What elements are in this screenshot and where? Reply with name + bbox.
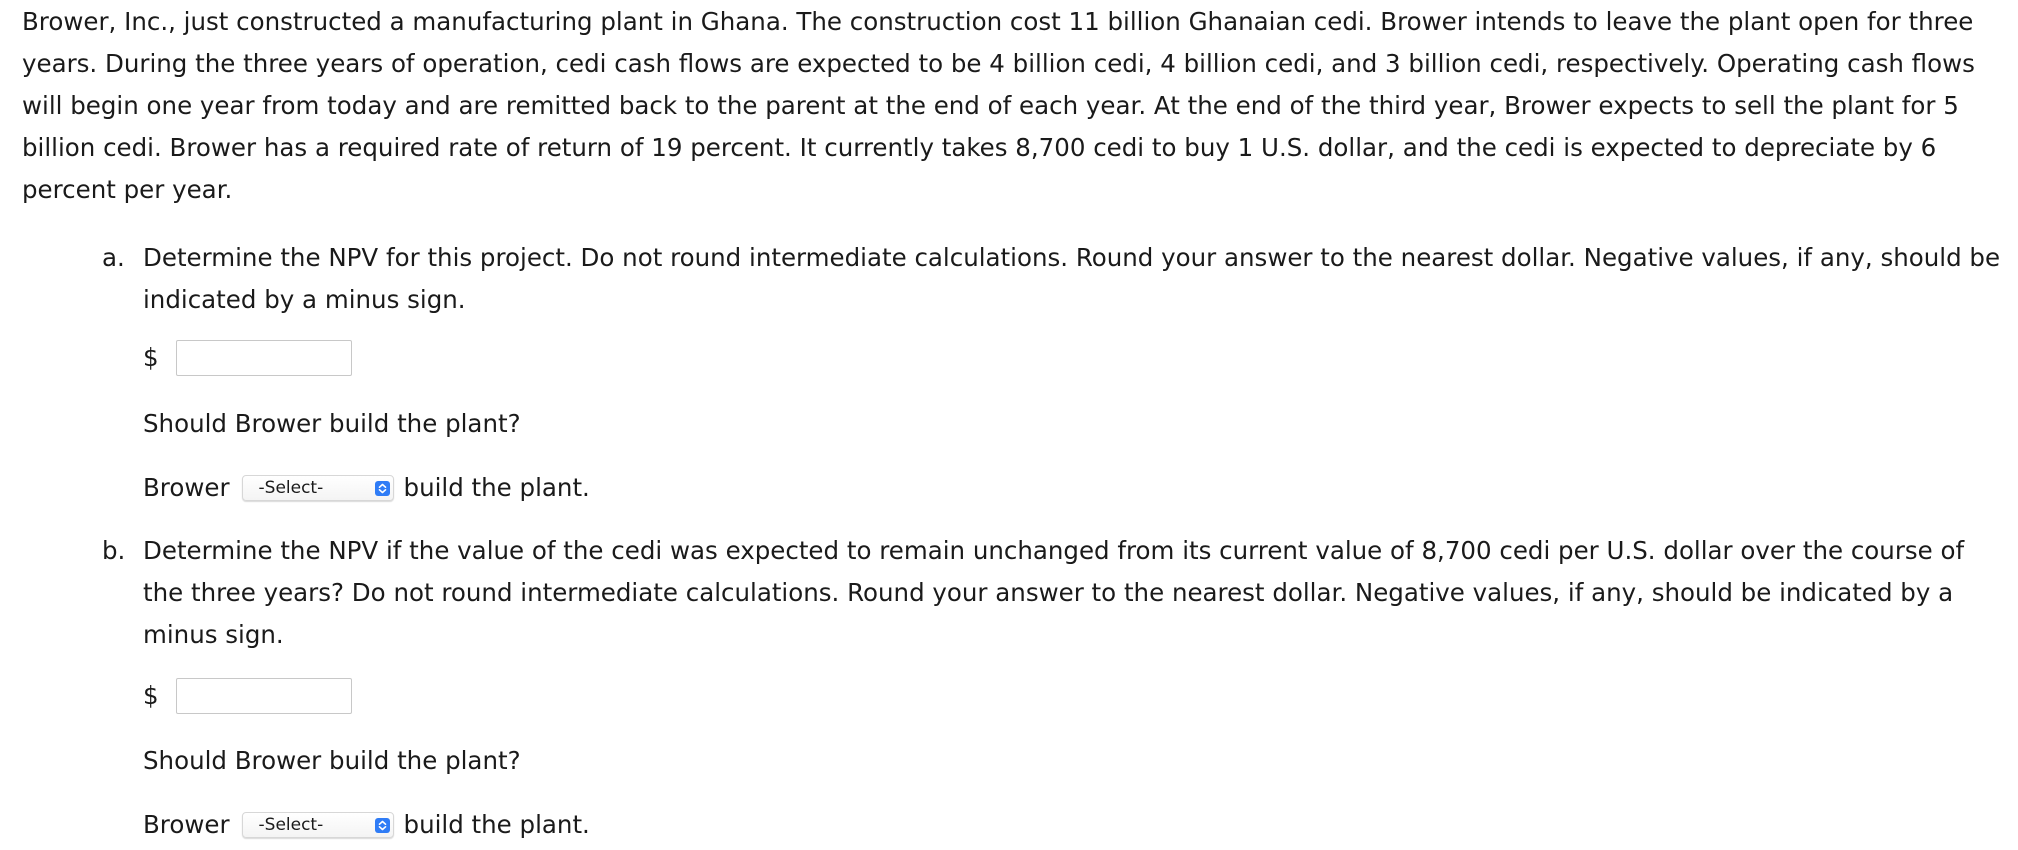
decision-select-a[interactable]	[242, 475, 394, 501]
part-letter: a.	[102, 243, 125, 272]
select-value: -Select-	[258, 478, 324, 498]
part-question-text: Determine the NPV if the value of the cedi was expected to remain unchanged from its current value of 8,700 cedi per U.S. dollar over the course of the three years? Do not round intermediate calculations. Round your answer to the nearest dollar. Negative values, if any, should be indicated by a minus sign.	[143, 536, 1965, 649]
npv-answer-row-b	[143, 676, 352, 716]
part-letter: b.	[102, 536, 126, 565]
decision-row-a	[143, 467, 590, 509]
npv-input-b[interactable]	[176, 678, 352, 714]
question-part-b	[102, 530, 2012, 656]
problem-statement: Brower, Inc., just constructed a manufacturing plant in Ghana. The construction cost 11 billion Ghanaian cedi. Brower intends to leave the plant open for three years. During the three years of operation, cedi cash flows are expected to be 4 billion cedi, 4 billion cedi, and 3 billion cedi, respectively. Operating cash flows will begin one year from today and are remitted back to the parent at the end of each year. At the end of the third year, Brower expects to sell the plant for 5 billion cedi. Brower has a required rate of return of 19 percent. It currently takes 8,700 cedi to buy 1 U.S. dollar, and the cedi is expected to depreciate by 6 percent per year.	[22, 7, 1975, 204]
decision-select-b[interactable]	[242, 812, 394, 838]
part-question-text: Determine the NPV for this project. Do not round intermediate calculations. Round your answer to the nearest dollar. Negative values, if any, should be indicated by a minus sign.	[143, 243, 2001, 314]
decision-prefix: Brower	[143, 810, 230, 839]
decision-question-b: Should Brower build the plant?	[143, 746, 521, 775]
chevron-up-down-icon	[375, 818, 390, 833]
currency-symbol: $	[143, 343, 159, 372]
npv-answer-row-a	[143, 338, 352, 378]
question-part-a	[102, 237, 2012, 321]
decision-suffix: build the plant.	[403, 473, 590, 502]
chevron-up-down-icon	[375, 481, 390, 496]
select-value: -Select-	[258, 815, 324, 835]
npv-input-a[interactable]	[176, 340, 352, 376]
decision-question-a: Should Brower build the plant?	[143, 409, 521, 438]
currency-symbol: $	[143, 681, 159, 710]
decision-suffix: build the plant.	[403, 810, 590, 839]
decision-prefix: Brower	[143, 473, 230, 502]
decision-row-b	[143, 804, 590, 846]
